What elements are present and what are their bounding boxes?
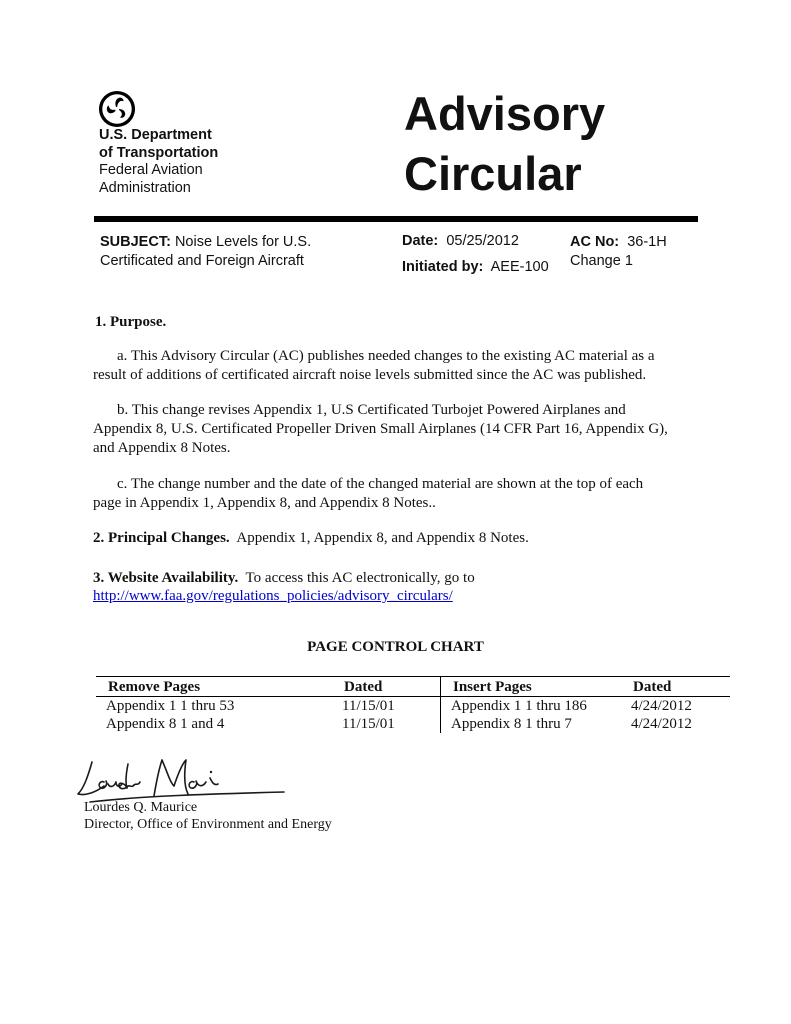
paragraph-a xyxy=(93,347,713,385)
page-control-table xyxy=(96,676,730,733)
paragraph-b-line-1: b. This change revises Appendix 1, U.S Certificated Turbojet Powered Airplanes and xyxy=(117,402,626,418)
dot-triskelion-logo-icon xyxy=(98,90,136,128)
purpose-heading: 1. Purpose. xyxy=(95,314,167,330)
principal-changes xyxy=(93,529,529,548)
table-cell: 4/24/2012 xyxy=(631,716,692,732)
principal-heading: 2. Principal Changes. xyxy=(93,530,230,546)
table-cell: 4/24/2012 xyxy=(631,698,692,714)
date-value: 05/25/2012 xyxy=(446,233,519,249)
advisory-circulars-link[interactable]: http://www.faa.gov/regulations_policies/advisory_circulars/ xyxy=(93,588,453,604)
title-line-1: Advisory xyxy=(404,87,606,140)
signer-title: Director, Office of Environment and Energy xyxy=(84,817,332,832)
paragraph-c xyxy=(93,475,713,513)
table-header-row xyxy=(96,677,730,697)
paragraph-b xyxy=(93,401,713,458)
col-insert-dated: Dated xyxy=(621,677,730,697)
subject-label: SUBJECT: xyxy=(100,234,171,250)
website-availability xyxy=(93,569,475,588)
initiated-value: AEE-100 xyxy=(490,259,549,275)
agency-name xyxy=(99,127,218,197)
col-remove-dated: Dated xyxy=(332,677,441,697)
document-title xyxy=(404,84,605,204)
acno-label: AC No: xyxy=(570,234,620,250)
table-cell: 11/15/01 xyxy=(342,716,395,732)
table-cell: Appendix 8 1 and 4 xyxy=(106,716,225,732)
acno-value: 36-1H xyxy=(627,234,667,250)
paragraph-b-line-3: and Appendix 8 Notes. xyxy=(93,440,231,456)
paragraph-a-line-1: a. This Advisory Circular (AC) publishes needed changes to the existing AC material as a xyxy=(117,348,655,364)
paragraph-c-line-2: page in Appendix 1, Appendix 8, and Appendix 8 Notes.. xyxy=(93,495,436,511)
paragraph-c-line-1: c. The change number and the date of the changed material are shown at the top of each xyxy=(117,476,644,492)
change-number: Change 1 xyxy=(570,253,633,269)
col-remove-pages: Remove Pages xyxy=(96,677,332,697)
agency-line-2: of Transportation xyxy=(99,144,219,161)
page-control-title: PAGE CONTROL CHART xyxy=(307,639,484,655)
website-heading: 3. Website Availability. xyxy=(93,570,239,586)
initiated-label: Initiated by: xyxy=(402,259,484,275)
website-text: To access this AC electronically, go to xyxy=(245,570,475,586)
signer-name: Lourdes Q. Maurice xyxy=(84,800,198,815)
table-cell: Appendix 1 1 thru 53 xyxy=(106,698,235,714)
table-cell: Appendix 1 1 thru 186 xyxy=(441,697,622,716)
signer-block xyxy=(84,799,332,833)
agency-line-3: Federal Aviation xyxy=(99,162,203,178)
table-cell: 11/15/01 xyxy=(342,698,395,714)
principal-text: Appendix 1, Appendix 8, and Appendix 8 Notes. xyxy=(236,530,529,546)
ac-number-block xyxy=(570,233,667,271)
initiated-block xyxy=(402,259,549,275)
col-insert-pages: Insert Pages xyxy=(441,677,622,697)
table-row xyxy=(96,697,730,716)
title-line-2: Circular xyxy=(404,147,582,200)
paragraph-b-line-2: Appendix 8, U.S. Certificated Propeller Driven Small Airplanes (14 CFR Part 16, Appendix G), xyxy=(93,421,668,437)
table-row xyxy=(96,715,730,733)
header-rule xyxy=(94,216,698,222)
subject-line-2: Certificated and Foreign Aircraft xyxy=(100,253,304,269)
subject-line-1: Noise Levels for U.S. xyxy=(174,234,312,250)
agency-line-1: U.S. Department xyxy=(99,127,212,143)
subject-block xyxy=(100,233,380,271)
table-cell: Appendix 8 1 thru 7 xyxy=(441,715,622,733)
date-block xyxy=(402,233,519,249)
date-label: Date: xyxy=(402,233,439,249)
agency-line-4: Administration xyxy=(99,179,191,196)
paragraph-a-line-2: result of additions of certificated aircraft noise levels submitted since the AC was published. xyxy=(93,367,647,383)
